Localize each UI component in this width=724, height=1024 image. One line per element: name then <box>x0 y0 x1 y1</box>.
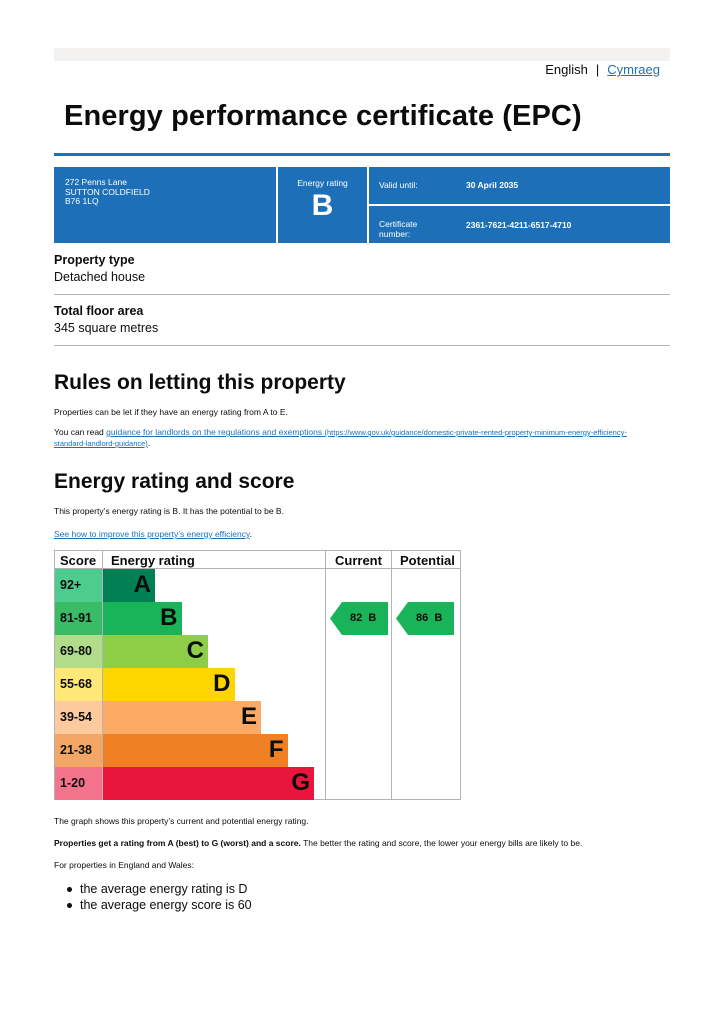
rating-letter: D <box>213 670 231 697</box>
rating-bar-b <box>103 602 182 635</box>
rating-bar-e <box>103 701 261 734</box>
rating-paragraph: This property’s energy rating is B. It has the potential to be B. <box>54 506 284 516</box>
letting-guidance-paragraph <box>54 427 654 449</box>
divider <box>54 345 670 346</box>
valid-until-label: Valid until: <box>379 180 418 190</box>
rating-bar-d <box>103 668 235 701</box>
address-line: 272 Penns Lane <box>65 177 127 187</box>
floor-area-label: Total floor area <box>54 304 144 318</box>
summary-box <box>54 167 670 243</box>
rating-letter: A <box>133 571 151 598</box>
energy-rating-chart <box>54 550 461 800</box>
score-band-b: 81-91 <box>55 602 102 635</box>
language-cymraeg-link[interactable]: Cymraeg <box>607 62 660 77</box>
address-line: B76 1LQ <box>65 196 99 206</box>
score-band-e: 39-54 <box>55 701 102 734</box>
divider <box>369 204 670 206</box>
rating-heading: Energy rating and score <box>54 470 295 493</box>
property-address <box>65 178 150 207</box>
score-band-c: 69-80 <box>55 635 102 668</box>
england-wales-text: For properties in England and Wales: <box>54 860 195 870</box>
improve-efficiency-link[interactable]: See how to improve this property’s energy efficiency <box>54 529 250 539</box>
chart-caption: The graph shows this property’s current and potential energy rating. <box>54 816 309 826</box>
column-divider <box>391 551 392 800</box>
language-switcher <box>545 62 660 77</box>
header-energy-rating: Energy rating <box>111 553 195 568</box>
language-separator: | <box>595 62 600 77</box>
page-title: Energy performance certificate (EPC) <box>64 100 582 132</box>
potential-rating-arrow-label: 86 B <box>416 612 443 624</box>
current-rating-arrow-label: 82 B <box>350 612 377 624</box>
title-divider <box>54 153 670 156</box>
rating-bar-a <box>103 569 155 602</box>
current-rating-arrow <box>330 602 388 635</box>
rating-letter: C <box>186 637 204 664</box>
rating-bar-f <box>103 734 288 767</box>
rating-letter: B <box>160 604 178 631</box>
column-divider <box>325 551 326 800</box>
score-band-g: 1-20 <box>55 767 102 800</box>
score-band-a: 92+ <box>55 569 102 602</box>
guidance-prefix: You can read <box>54 427 107 437</box>
rating-explanation <box>54 838 664 848</box>
floor-area-value: 345 square metres <box>54 321 159 335</box>
energy-rating-letter: B <box>311 189 334 222</box>
valid-until-value: 30 April 2035 <box>466 180 519 190</box>
letting-paragraph: Properties can be let if they have an energy rating from A to E. <box>54 407 288 417</box>
guidance-link[interactable]: guidance for landlords on the regulations and exemptions (https://www.gov.uk/guidance/domestic-private-rented-property-minimum-energy-efficiency-standard-landlord-guidance) <box>54 427 627 448</box>
rating-bar-g <box>103 767 314 800</box>
top-bar <box>54 48 670 61</box>
improve-paragraph: See how to improve this property’s energy efficiency. <box>54 529 252 539</box>
property-type-value: Detached house <box>54 270 146 284</box>
header-current: Current <box>335 553 382 568</box>
list-item: the average energy score is 60 <box>64 897 252 913</box>
guidance-suffix: . <box>147 438 151 448</box>
score-band-f: 21-38 <box>55 734 102 767</box>
guidance-url: (https://www.gov.uk/guidance/domestic-private-rented-property-minimum-energy-efficiency-standard-landlord-guidance) <box>54 428 627 448</box>
header-score: Score <box>60 553 97 568</box>
rating-explanation-text: The better the rating and score, the lower your energy bills are likely to be. <box>300 838 583 848</box>
property-type-label: Property type <box>54 253 135 267</box>
rating-letter: F <box>268 736 284 763</box>
rating-letter: G <box>291 769 310 796</box>
certificate-number-label: Certificate number: <box>379 219 418 239</box>
average-ratings-list <box>64 881 252 913</box>
header-potential: Potential <box>400 553 455 568</box>
score-band-d: 55-68 <box>55 668 102 701</box>
address-line: SUTTON COLDFIELD <box>65 186 150 197</box>
letting-heading: Rules on letting this property <box>54 371 346 394</box>
language-current: English <box>545 62 588 77</box>
energy-rating-label: Energy rating <box>297 178 348 188</box>
rating-letter: E <box>240 703 257 730</box>
list-item: the average energy rating is D <box>64 881 252 897</box>
rating-bar-c <box>103 635 208 668</box>
certificate-number-value: 2361-7621-4211-6517-4710 <box>466 220 572 230</box>
divider <box>54 294 670 295</box>
potential-rating-arrow <box>396 602 454 635</box>
rating-explanation-bold: Properties get a rating from A (best) to G (worst) and a score. <box>54 838 301 848</box>
